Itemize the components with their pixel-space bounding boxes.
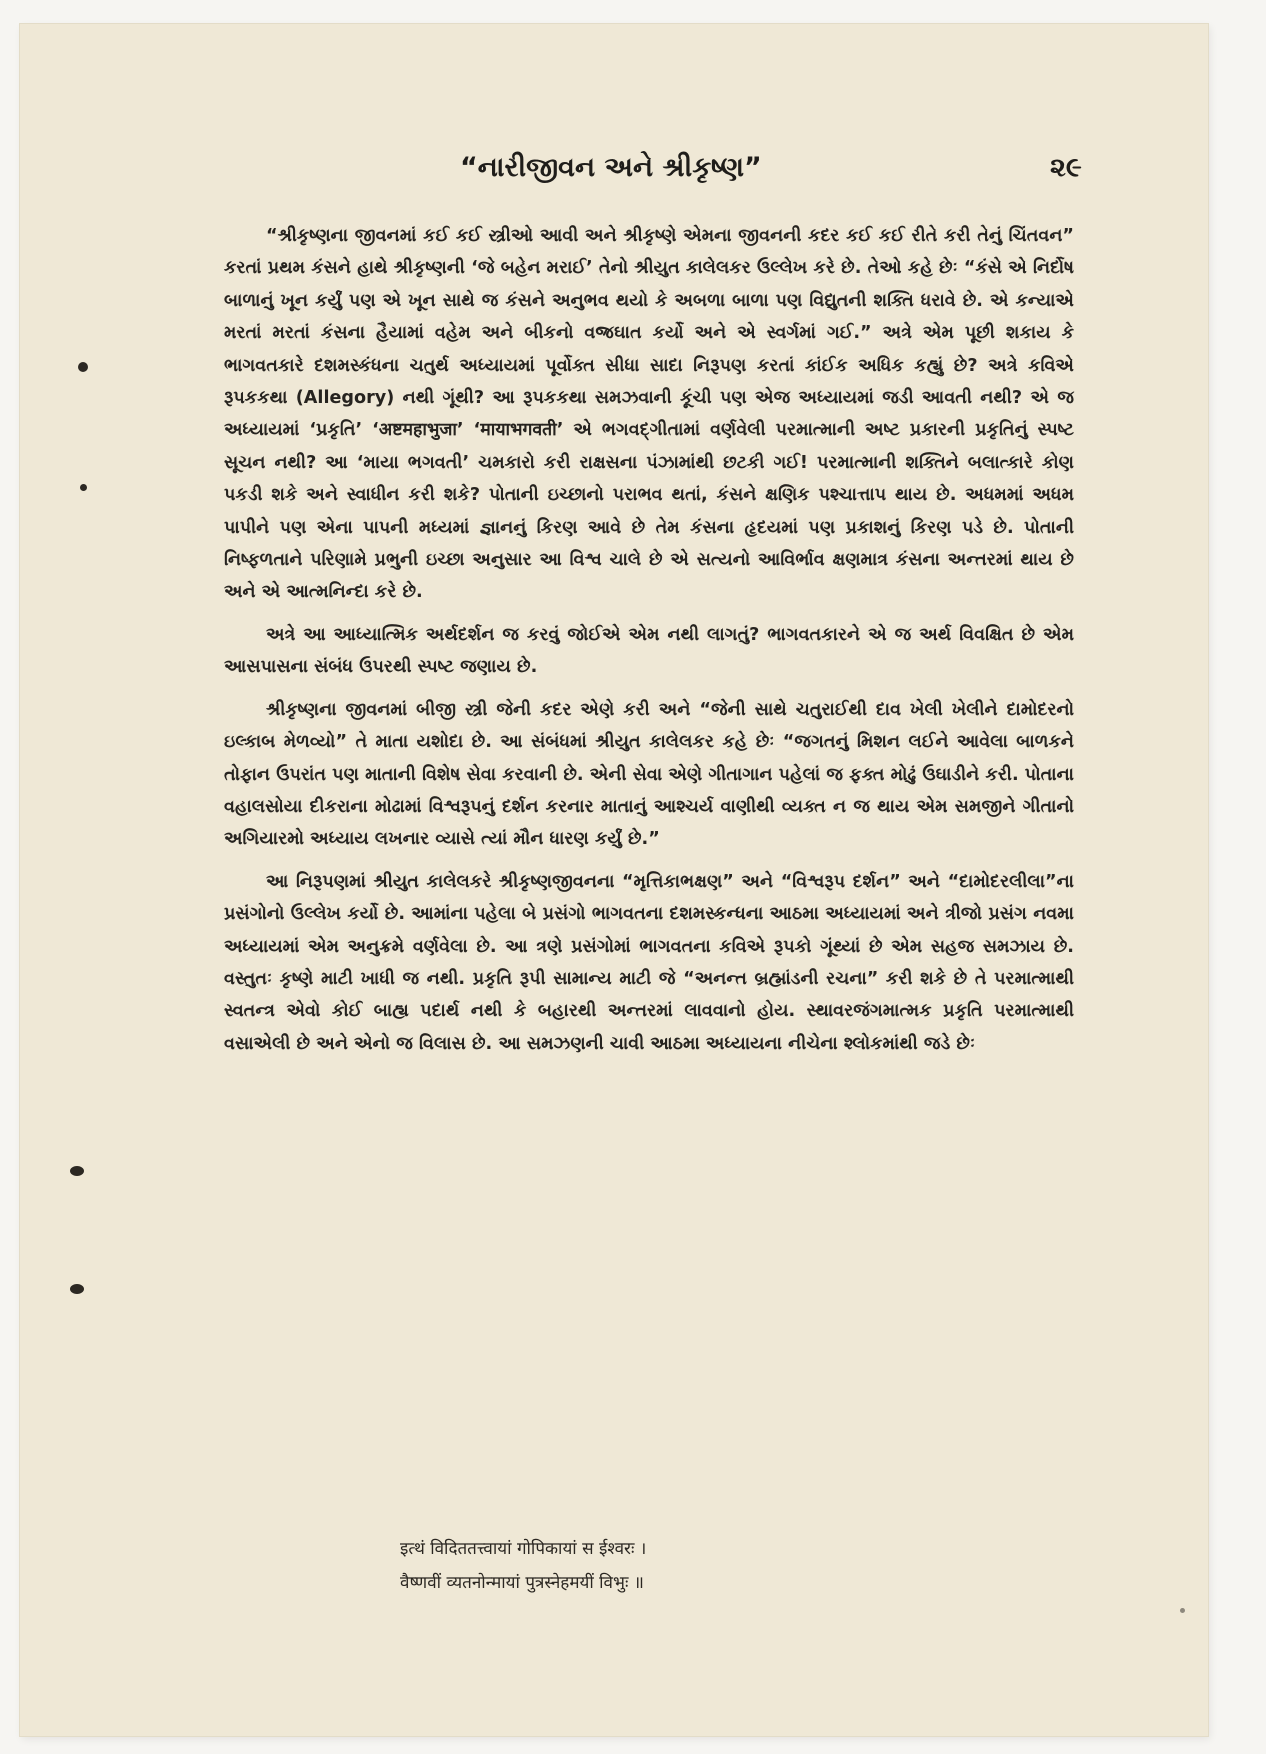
margin-mark (78, 362, 88, 372)
margin-mark (70, 1284, 84, 1294)
paragraph-4: આ નિરૂપણમાં શ્રીયુત કાલેલકરે શ્રીકૃષ્ણજીવનના “મૃત્તિકાભક્ષણ” અને “વિશ્વરૂપ દર્શન” અને “દામોદરલીલા”ના પ્રસંગોનો ઉલ્લેખ કર્યો છે. આમાંના પહેલા બે પ્રસંગો ભાગવતના દશમસ્કન્ધના આઠમા અધ્યાયમાં અને ત્રીજો પ્રસંગ નવમા અધ્યાયમાં એમ અનુક્રમે વર્ણવેલા છે. આ ત્રણે પ્રસંગોમાં ભાગવતના કવિએ રૂપકો ગૂંથ્યાં છે એમ સહજ સમઝાય છે. વસ્તુતઃ કૃષ્ણે માટી ખાધી જ નથી. પ્રકૃતિ રૂપી સામાન્ય માટી જે “અનન્ત બ્રહ્માંડની રચના” કરી શકે છે તે પરમાત્માથી સ્વતન્ત્ર એવો કોઈ બાહ્ય પદાર્થ નથી કે બહારથી અન્તરમાં લાવવાનો હોય. સ્થાવરજંગમાત્મક પ્રકૃતિ પરમાત્માથી વસાએલી છે અને એનો જ વિલાસ છે. આ સમઝણની ચાવી આઠમા અધ્યાયના નીચેના શ્લોકમાંથી જડે છેઃ (224, 871, 1074, 1054)
page-header (20, 152, 1208, 196)
paragraph-3: શ્રીકૃષ્ણના જીવનમાં બીજી સ્ત્રી જેની કદર એણે કરી અને “જેની સાથે ચતુરાઈથી દાવ ખેલી ખેલીને દામોદરનો ઇલ્કાબ મેળવ્યો” તે માતા યશોદા છે. આ સંબંધમાં શ્રીયુત કાલેલકર કહે છેઃ “જગતનું મિશન લઈને આવેલા બાળકને તોફાન ઉપરાંત પણ માતાની વિશેષ સેવા કરવાની છે. એની સેવા એણે ગીતાગાન પહેલાં જ ફક્ત મોઢું ઉઘાડીને કરી. પોતાના વહાલસોયા દીકરાના મોઢામાં વિશ્વરૂપનું દર્શન કરનાર માતાનું આશ્ચર્ય વાણીથી વ્યક્ત ન જ થાય એમ સમજીને ગીતાનો અગિયારમો અધ્યાય લખનાર વ્યાસે ત્યાં મૌન ધારણ કર્યું છે.” (224, 699, 1074, 850)
paragraph-1: “શ્રીકૃષ્ણના જીવનમાં કઈ કઈ સ્ત્રીઓ આવી અને શ્રીકૃષ્ણે એમના જીવનની કદર કઈ કઈ રીતે કરી તેનું ચિંતવન” કરતાં પ્રથમ કંસને હાથે શ્રીકૃષ્ણની ‘જે બહેન મરાઈ’ તેનો શ્રીયુત કાલેલકર ઉલ્લેખ કરે છે. તેઓ કહે છેઃ “કંસે એ નિર્દોષ બાળાનું ખૂન કર્યું પણ એ ખૂન સાથે જ કંસને અનુભવ થયો કે અબળા બાળા પણ વિદ્યુતની શક્તિ ધરાવે છે. એ કન્યાએ મરતાં મરતાં કંસના હૈયામાં વહેમ અને બીકનો વજ્રઘાત કર્યો અને એ સ્વર્ગમાં ગઈ.” અત્રે એમ પૂછી શકાય કે ભાગવતકારે દશમસ્કંધના ચતુર્થ અધ્યાયમાં પૂર્વોક્ત સીધા સાદા નિરૂપણ કરતાં કાંઈક અધિક કહ્યું છે? અત્રે કવિએ રૂપકકથા (Allegory) નથી ગૂંથી? આ રૂપકકથા સમઝવાની કૂંચી પણ એજ અધ્યાયમાં જડી આવતી નથી? એ જ અધ્યાયમાં ‘પ્રકૃતિ’ ‘अष्टमहाभुजा’ ‘मायाभगवती’ એ ભગવદ્ગીતામાં વર્ણવેલી પરમાત્માની અષ્ટ પ્રકારની પ્રકૃતિનું સ્પષ્ટ સૂચન નથી? આ ‘માયા ભગવતી’ ચમકારો કરી રાક્ષસના પંઝામાંથી છટકી ગઈ! પરમાત્માની શક્તિને બલાત્કારે કોણ પકડી શકે અને સ્વાધીન કરી શકે? પોતાની ઇચ્છાનો પરાભવ થતાં, કંસને ક્ષણિક પશ્ચાત્તાપ થાય છે. અધમમાં અધમ પાપીને પણ એના પાપની મધ્યમાં જ્ઞાનનું કિરણ આવે છે તેમ કંસના હૃદયમાં પણ પ્રકાશનું કિરણ પડે છે. પોતાની નિષ્ફળતાને પરિણામે પ્રભુની ઇચ્છા અનુસાર આ વિશ્વ ચાલે છે એ સત્યનો આવિર્ભાવ ક્ષણમાત્ર કંસના અન્તરમાં થાય છે અને એ આત્મનિન્દા કરે છે. (224, 226, 1074, 603)
body-text (224, 220, 1074, 1070)
sanskrit-verse (400, 1532, 646, 1600)
page-number: ૨૯ (1050, 152, 1082, 183)
verse-line-1: इत्थं विदिततत्त्वायां गोपिकायां स ईश्वरः । (400, 1539, 647, 1559)
margin-mark (80, 484, 87, 491)
margin-mark (70, 1166, 84, 1176)
verse-line-2: वैष्णवीं व्यतनोन्मायां पुत्रस्नेहमयीं विभुः ॥ (400, 1573, 644, 1593)
page-title: “નારીજીવન અને શ્રીકૃષ્ણ” (460, 152, 762, 183)
document-page (20, 24, 1208, 1736)
margin-mark (1180, 1608, 1185, 1613)
paragraph-2: અત્રે આ આધ્યાત્મિક અર્થદર્શન જ કરવું જોઈએ એમ નથી લાગતું? ભાગવતકારને એ જ અર્થ વિવક્ષિત છે એમ આસપાસના સંબંધ ઉપરથી સ્પષ્ટ જણાય છે. (224, 624, 1074, 678)
